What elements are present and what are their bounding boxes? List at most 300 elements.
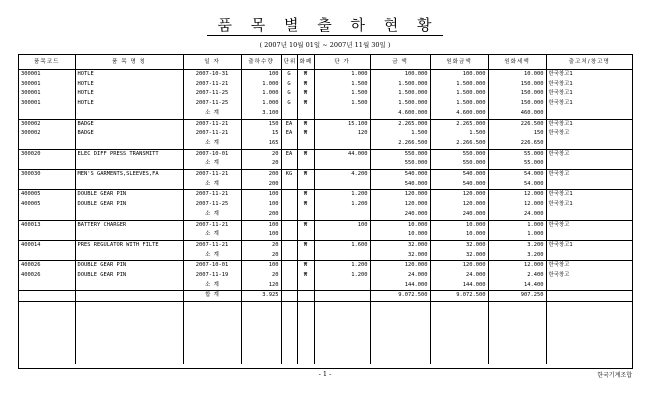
cell-unit <box>281 271 297 281</box>
filler-cell <box>183 302 241 365</box>
cell-code: 300001 <box>19 89 75 99</box>
cell-amt: 540.000 <box>370 170 430 180</box>
shipment-table <box>19 55 632 364</box>
cell-krw: 550.000 <box>430 149 488 159</box>
cell-price: 1.000 <box>314 70 370 80</box>
cell-wh: 한국창고 <box>548 130 570 137</box>
subtotal-row <box>19 180 632 190</box>
cell-amt: 240.000 <box>370 210 430 220</box>
cell-qty: 100 <box>241 230 281 240</box>
cell-price: 1.500 <box>314 99 370 109</box>
cell-qty: 20 <box>241 251 281 261</box>
cell-cur <box>297 210 314 220</box>
cell-code <box>19 180 75 190</box>
subtotal-row <box>19 139 632 149</box>
cell-date: 합 계 <box>183 291 241 302</box>
cell-qty: 3.100 <box>241 109 281 119</box>
filler-cell <box>488 302 546 365</box>
cell-tax: 12.000 <box>488 190 546 200</box>
filler-cell <box>546 302 632 365</box>
col-header: 화폐 <box>297 55 314 70</box>
cell-price: 1.200 <box>314 271 370 281</box>
cell-name: DOUBLE GEAR PIN <box>75 190 183 200</box>
cell-date: 2007-11-21 <box>183 80 241 90</box>
cell-wh: 한국창고 <box>548 171 570 178</box>
table-row <box>19 170 632 180</box>
cell-amt: 1.500.000 <box>370 89 430 99</box>
cell-name <box>75 180 183 190</box>
cell-krw: 32.000 <box>430 251 488 261</box>
cell-amt: 550.000 <box>370 149 430 159</box>
cell-unit: EA <box>281 149 297 159</box>
cell-unit <box>281 261 297 271</box>
filler-cell <box>19 302 75 365</box>
cell-cur: ₩ <box>297 119 314 129</box>
cell-wh <box>546 139 632 149</box>
cell-krw: 1.500.000 <box>430 80 488 90</box>
cell-wh: 한국창고1 <box>548 191 573 198</box>
cell-code: 300030 <box>19 170 75 180</box>
cell-amt: 2.265.000 <box>370 119 430 129</box>
cell-tax: 150 <box>488 129 546 139</box>
cell-name <box>75 230 183 240</box>
cell-name: HOTLE <box>75 70 183 80</box>
cell-krw: 2.266.500 <box>430 139 488 149</box>
cell-wh <box>546 291 632 302</box>
cell-price: 1.200 <box>314 261 370 271</box>
cell-date: 2007-10-01 <box>183 261 241 271</box>
cell-code <box>19 281 75 291</box>
cell-name: MEN'S GARMENTS,SLEEVES,FA <box>75 170 183 180</box>
cell-qty: 165 <box>241 139 281 149</box>
cell-qty: 100 <box>241 200 281 210</box>
subtotal-row <box>19 251 632 261</box>
cell-tax: 150.000 <box>488 80 546 90</box>
cell-qty: 20 <box>241 240 281 250</box>
cell-code: 400005 <box>19 190 75 200</box>
cell-krw: 550.000 <box>430 159 488 169</box>
cell-wh <box>546 251 632 261</box>
cell-unit: EA <box>281 129 297 139</box>
cell-code <box>19 109 75 119</box>
cell-name: DOUBLE GEAR PIN <box>75 200 183 210</box>
cell-qty: 20 <box>241 159 281 169</box>
cell-amt: 1.500.000 <box>370 80 430 90</box>
report-table-frame <box>18 54 633 369</box>
col-header: 단위 <box>281 55 297 70</box>
cell-krw: 4.600.000 <box>430 109 488 119</box>
cell-cur <box>297 230 314 240</box>
cell-date: 2007-11-21 <box>183 129 241 139</box>
cell-unit: KG <box>281 170 297 180</box>
cell-date: 소 계 <box>183 210 241 220</box>
cell-wh <box>546 210 632 220</box>
cell-name <box>75 159 183 169</box>
cell-price: 4.200 <box>314 170 370 180</box>
table-row <box>19 129 632 139</box>
cell-code: 300001 <box>19 99 75 109</box>
table-row <box>19 99 632 109</box>
cell-amt: 9.072.500 <box>370 291 430 302</box>
cell-cur: ₩ <box>297 89 314 99</box>
cell-date: 2007-11-25 <box>183 89 241 99</box>
cell-name: HOTLE <box>75 89 183 99</box>
cell-name: DOUBLE GEAR PIN <box>75 271 183 281</box>
cell-price: 15.100 <box>314 119 370 129</box>
cell-price: 1.500 <box>314 89 370 99</box>
filler-cell <box>241 302 281 365</box>
cell-amt: 120.000 <box>370 190 430 200</box>
cell-tax: 226.650 <box>488 139 546 149</box>
table-row <box>19 240 632 250</box>
cell-tax: 2.400 <box>488 271 546 281</box>
cell-code <box>19 251 75 261</box>
cell-amt: 24.000 <box>370 271 430 281</box>
cell-price <box>314 251 370 261</box>
cell-wh: 한국창고1 <box>548 241 573 248</box>
cell-price <box>314 159 370 169</box>
cell-price: 1.200 <box>314 200 370 210</box>
cell-date: 2007-11-25 <box>183 200 241 210</box>
cell-unit <box>281 180 297 190</box>
cell-wh: 한국창고1 <box>548 71 573 77</box>
cell-code: 300002 <box>19 129 75 139</box>
cell-unit: G <box>281 89 297 99</box>
cell-name <box>75 281 183 291</box>
cell-cur: ₩ <box>297 240 314 250</box>
col-header: 단 가 <box>314 55 370 70</box>
cell-cur: ₩ <box>297 271 314 281</box>
cell-tax: 55.000 <box>488 159 546 169</box>
cell-date: 2007-11-21 <box>183 190 241 200</box>
cell-unit: G <box>281 80 297 90</box>
cell-cur: ₩ <box>297 220 314 230</box>
col-header: 출하수량 <box>241 55 281 70</box>
cell-date: 소 계 <box>183 109 241 119</box>
cell-cur <box>297 109 314 119</box>
subtotal-row <box>19 291 632 302</box>
cell-name <box>75 109 183 119</box>
cell-cur: ₩ <box>297 200 314 210</box>
report-title: 품 목 별 출 하 현 황 <box>0 14 650 35</box>
cell-qty: 1.000 <box>241 80 281 90</box>
cell-price: 1.600 <box>314 240 370 250</box>
cell-qty: 100 <box>241 190 281 200</box>
col-header: 일 자 <box>183 55 241 70</box>
cell-qty: 200 <box>241 180 281 190</box>
cell-code: 400005 <box>19 200 75 210</box>
cell-name: HOTLE <box>75 99 183 109</box>
cell-unit <box>281 251 297 261</box>
cell-code: 400013 <box>19 220 75 230</box>
cell-krw: 32.000 <box>430 240 488 250</box>
cell-price <box>314 180 370 190</box>
cell-unit <box>281 281 297 291</box>
cell-tax: 1.000 <box>488 220 546 230</box>
cell-qty: 150 <box>241 119 281 129</box>
cell-name: PRES REGULATOR WITH FILTE <box>75 240 183 250</box>
cell-cur: ₩ <box>297 70 314 80</box>
cell-amt: 1.500.000 <box>370 99 430 109</box>
cell-qty: 20 <box>241 149 281 159</box>
subtotal-row <box>19 109 632 119</box>
cell-krw: 10.000 <box>430 230 488 240</box>
cell-tax: 55.000 <box>488 149 546 159</box>
cell-krw: 10.000 <box>430 220 488 230</box>
cell-qty: 1.000 <box>241 89 281 99</box>
filler-cell <box>314 302 370 365</box>
cell-tax: 907.250 <box>488 291 546 302</box>
cell-qty: 100 <box>241 220 281 230</box>
cell-krw: 540.000 <box>430 180 488 190</box>
filler-cell <box>75 302 183 365</box>
filler-row <box>19 302 632 365</box>
cell-wh <box>546 230 632 240</box>
table-row <box>19 119 632 129</box>
cell-name: BATTERY CHARGER <box>75 220 183 230</box>
cell-code <box>19 159 75 169</box>
cell-date: 소 계 <box>183 180 241 190</box>
filler-cell <box>281 302 297 365</box>
cell-amt: 2.266.500 <box>370 139 430 149</box>
subtotal-row <box>19 159 632 169</box>
cell-qty: 100 <box>241 261 281 271</box>
cell-wh: 한국창고1 <box>548 80 573 87</box>
cell-code <box>19 210 75 220</box>
cell-code <box>19 291 75 302</box>
cell-krw: 100.000 <box>430 70 488 80</box>
cell-cur: ₩ <box>297 170 314 180</box>
cell-qty: 20 <box>241 271 281 281</box>
cell-name: BADGE <box>75 119 183 129</box>
cell-date: 소 계 <box>183 139 241 149</box>
cell-amt: 144.000 <box>370 281 430 291</box>
cell-name: DOUBLE GEAR PIN <box>75 261 183 271</box>
cell-qty: 100 <box>241 70 281 80</box>
cell-unit <box>281 109 297 119</box>
cell-qty: 200 <box>241 170 281 180</box>
cell-unit <box>281 230 297 240</box>
cell-amt: 550.000 <box>370 159 430 169</box>
cell-unit: G <box>281 70 297 80</box>
table-row <box>19 271 632 281</box>
cell-wh: 한국창고 <box>548 272 570 279</box>
cell-date: 2007-10-01 <box>183 149 241 159</box>
filler-cell <box>297 302 314 365</box>
cell-cur <box>297 281 314 291</box>
cell-cur: ₩ <box>297 149 314 159</box>
cell-price: 120 <box>314 129 370 139</box>
table-row <box>19 200 632 210</box>
cell-cur: ₩ <box>297 99 314 109</box>
cell-date: 2007-11-21 <box>183 170 241 180</box>
cell-code: 300001 <box>19 80 75 90</box>
cell-amt: 32.000 <box>370 240 430 250</box>
col-header: 원화세액 <box>488 55 546 70</box>
cell-cur: ₩ <box>297 129 314 139</box>
cell-krw: 144.000 <box>430 281 488 291</box>
cell-code <box>19 230 75 240</box>
cell-wh <box>546 180 632 190</box>
cell-cur: ₩ <box>297 261 314 271</box>
cell-date: 소 계 <box>183 230 241 240</box>
cell-unit: EA <box>281 119 297 129</box>
cell-qty: 200 <box>241 210 281 220</box>
cell-cur <box>297 291 314 302</box>
cell-krw: 540.000 <box>430 170 488 180</box>
cell-code: 300020 <box>19 149 75 159</box>
cell-price <box>314 139 370 149</box>
cell-code: 400014 <box>19 240 75 250</box>
cell-unit <box>281 210 297 220</box>
cell-qty: 1.000 <box>241 99 281 109</box>
filler-cell <box>370 302 430 365</box>
cell-tax: 12.000 <box>488 200 546 210</box>
cell-amt: 1.500 <box>370 129 430 139</box>
cell-date: 소 계 <box>183 281 241 291</box>
cell-name: HOTLE <box>75 80 183 90</box>
cell-unit <box>281 159 297 169</box>
filler-cell <box>430 302 488 365</box>
col-header: 품목코드 <box>19 55 75 70</box>
cell-krw: 240.000 <box>430 210 488 220</box>
col-header: 품 목 명 칭 <box>75 55 183 70</box>
cell-tax: 460.000 <box>488 109 546 119</box>
cell-cur <box>297 251 314 261</box>
cell-amt: 32.000 <box>370 251 430 261</box>
cell-wh: 한국창고 <box>548 221 570 228</box>
cell-cur: ₩ <box>297 80 314 90</box>
cell-qty: 120 <box>241 281 281 291</box>
cell-wh: 한국창고1 <box>548 100 573 107</box>
cell-krw: 1.500.000 <box>430 89 488 99</box>
cell-name <box>75 139 183 149</box>
cell-wh <box>546 109 632 119</box>
table-row <box>19 190 632 200</box>
cell-unit <box>281 190 297 200</box>
cell-krw: 1.500.000 <box>430 99 488 109</box>
cell-krw: 120.000 <box>430 261 488 271</box>
cell-tax: 3.200 <box>488 251 546 261</box>
cell-tax: 1.000 <box>488 230 546 240</box>
report-period: ( 2007년 10월 01일 ~ 2007년 11월 30일 ) <box>259 41 391 49</box>
cell-unit <box>281 220 297 230</box>
subtotal-row <box>19 281 632 291</box>
cell-qty: 3.925 <box>241 291 281 302</box>
cell-code: 300001 <box>19 70 75 80</box>
cell-krw: 120.000 <box>430 200 488 210</box>
cell-wh: 한국창고1 <box>548 120 573 127</box>
cell-amt: 120.000 <box>370 200 430 210</box>
cell-amt: 10.000 <box>370 220 430 230</box>
cell-price <box>314 210 370 220</box>
table-row <box>19 89 632 99</box>
cell-unit <box>281 200 297 210</box>
cell-date: 2007-11-19 <box>183 271 241 281</box>
cell-date: 2007-11-21 <box>183 220 241 230</box>
cell-code: 400026 <box>19 261 75 271</box>
cell-tax: 3.200 <box>488 240 546 250</box>
cell-date: 2007-11-25 <box>183 99 241 109</box>
cell-tax: 24.000 <box>488 210 546 220</box>
table-row <box>19 220 632 230</box>
cell-tax: 226.500 <box>488 119 546 129</box>
cell-wh: 한국창고 <box>548 262 570 269</box>
cell-date: 2007-10-31 <box>183 70 241 80</box>
cell-wh <box>546 281 632 291</box>
cell-code: 300002 <box>19 119 75 129</box>
cell-unit <box>281 139 297 149</box>
table-row <box>19 70 632 80</box>
cell-cur <box>297 159 314 169</box>
cell-qty: 15 <box>241 129 281 139</box>
cell-krw: 2.265.000 <box>430 119 488 129</box>
table-header <box>19 55 632 70</box>
table-row <box>19 261 632 271</box>
cell-code: 400026 <box>19 271 75 281</box>
cell-name <box>75 210 183 220</box>
cell-amt: 100.000 <box>370 70 430 80</box>
cell-code <box>19 139 75 149</box>
cell-wh <box>546 159 632 169</box>
cell-wh: 한국창고1 <box>548 201 573 208</box>
cell-price: 1.200 <box>314 190 370 200</box>
cell-tax: 54.000 <box>488 180 546 190</box>
page-number: - 1 - <box>318 370 332 378</box>
table-row <box>19 149 632 159</box>
cell-unit <box>281 240 297 250</box>
cell-date: 2007-11-21 <box>183 240 241 250</box>
cell-date: 소 계 <box>183 159 241 169</box>
cell-cur <box>297 180 314 190</box>
col-header: 출고처/창고명 <box>546 55 632 70</box>
cell-name <box>75 291 183 302</box>
subtotal-row <box>19 230 632 240</box>
subtotal-row <box>19 210 632 220</box>
cell-price: 1.500 <box>314 80 370 90</box>
cell-krw: 120.000 <box>430 190 488 200</box>
cell-krw: 9.072.500 <box>430 291 488 302</box>
cell-date: 2007-11-21 <box>183 119 241 129</box>
cell-price: 100 <box>314 220 370 230</box>
table-row <box>19 80 632 90</box>
cell-name: ELEC DIFF PRESS TRANSMITT <box>75 149 183 159</box>
cell-krw: 1.500 <box>430 129 488 139</box>
cell-price: 44.000 <box>314 149 370 159</box>
cell-wh: 한국창고 <box>548 150 570 157</box>
cell-wh: 한국창고1 <box>548 90 573 97</box>
cell-unit <box>281 291 297 302</box>
cell-tax: 12.000 <box>488 261 546 271</box>
cell-date: 소 계 <box>183 251 241 261</box>
cell-cur: ₩ <box>297 190 314 200</box>
cell-amt: 10.000 <box>370 230 430 240</box>
cell-price <box>314 281 370 291</box>
cell-name <box>75 251 183 261</box>
cell-tax: 10.000 <box>488 70 546 80</box>
cell-amt: 120.000 <box>370 261 430 271</box>
cell-unit: G <box>281 99 297 109</box>
cell-price <box>314 291 370 302</box>
cell-name: BADGE <box>75 129 183 139</box>
cell-tax: 150.000 <box>488 99 546 109</box>
cell-tax: 14.400 <box>488 281 546 291</box>
cell-tax: 54.000 <box>488 170 546 180</box>
cell-tax: 150.000 <box>488 89 546 99</box>
cell-cur <box>297 139 314 149</box>
company-name: 한국기계조합 <box>597 372 632 379</box>
col-header: 원화금액 <box>430 55 488 70</box>
